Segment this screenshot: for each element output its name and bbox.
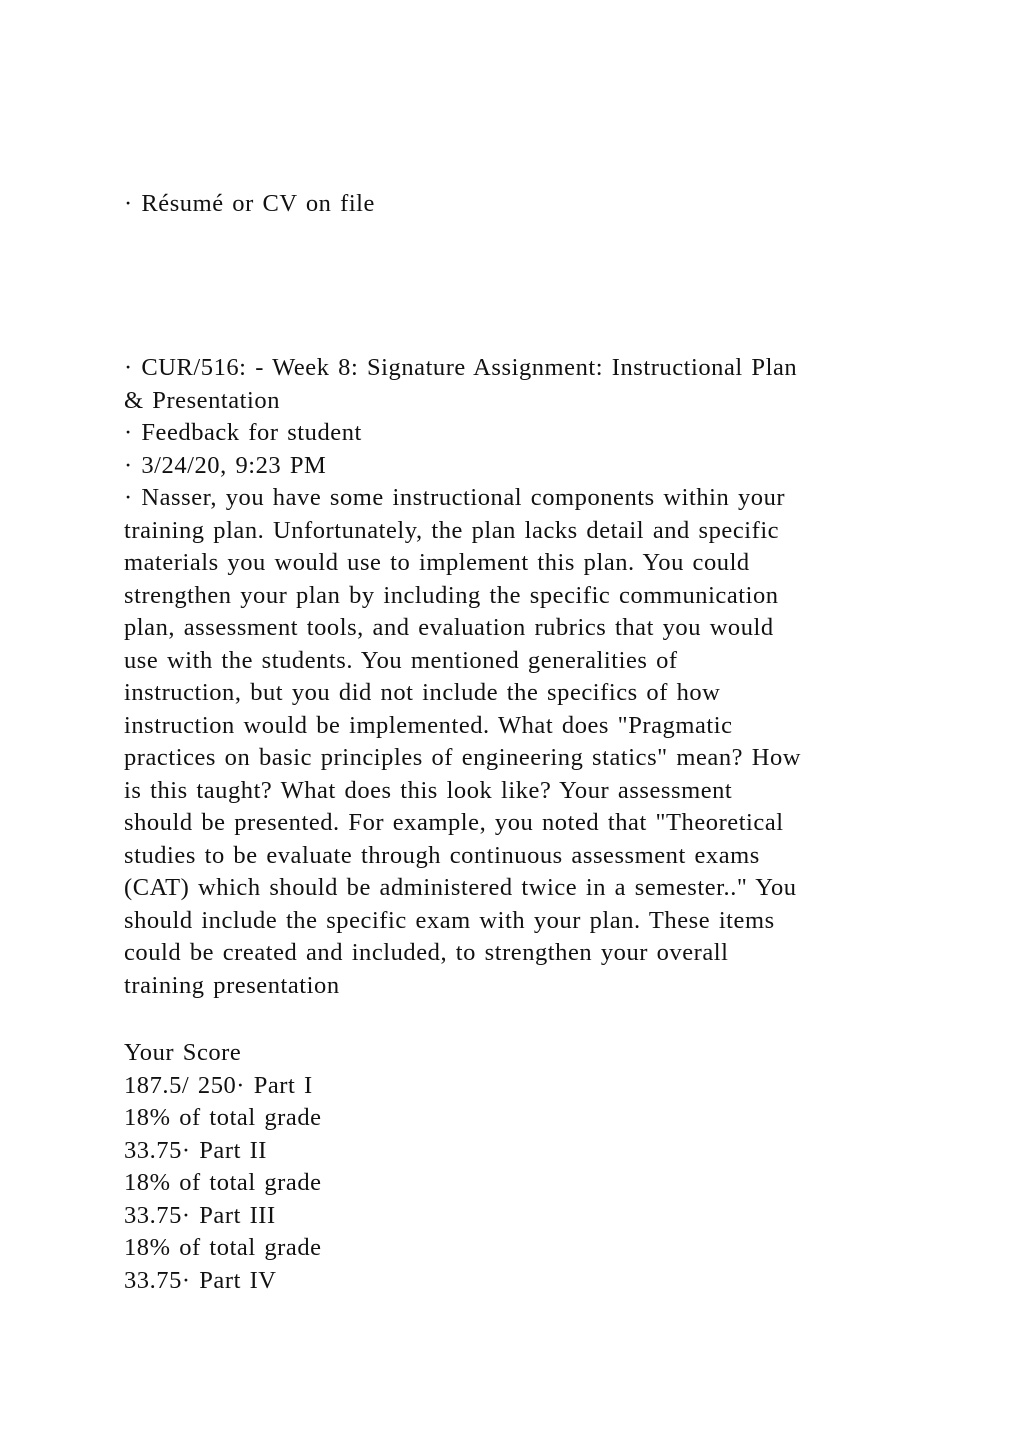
resume-line: · Résumé or CV on file bbox=[124, 190, 375, 217]
feedback-text-line: should be presented. For example, you noted that "Theoretical bbox=[124, 809, 784, 836]
feedback-text-line: use with the students. You mentioned generalities of bbox=[124, 646, 678, 674]
feedback-text-line: instruction, but you did not include the specifics of how bbox=[124, 679, 721, 706]
score-line: 187.5/ 250· Part I bbox=[124, 1071, 313, 1099]
feedback-text-line: instruction would be implemented. What does "Pragmatic bbox=[124, 711, 733, 739]
course-title-line: · CUR/516: - Week 8: Signature Assignment: Instructional Plan bbox=[124, 354, 798, 381]
score-line: 33.75· Part IV bbox=[124, 1266, 277, 1294]
score-line: 33.75· Part II bbox=[124, 1136, 268, 1164]
feedback-text-line: should include the specific exam with your plan. These items bbox=[124, 906, 775, 934]
feedback-text-line: strengthen your plan by including the specific communication bbox=[124, 581, 779, 609]
feedback-text-line: is this taught? What does this look like? Your assessment bbox=[124, 776, 733, 804]
feedback-text-line: materials you would use to implement this plan. You could bbox=[124, 549, 750, 576]
score-line: 18% of total grade bbox=[124, 1169, 322, 1196]
feedback-text-line: training plan. Unfortunately, the plan lacks detail and specific bbox=[124, 516, 780, 544]
feedback-heading: · Feedback for student bbox=[124, 419, 362, 446]
feedback-text-line: (CAT) which should be administered twice in a semester.." You bbox=[124, 874, 797, 901]
feedback-timestamp: · 3/24/20, 9:23 PM bbox=[124, 451, 327, 479]
feedback-text-line: practices on basic principles of engineering statics" mean? How bbox=[124, 744, 802, 771]
feedback-text-line: · Nasser, you have some instructional components within your bbox=[124, 484, 786, 511]
course-title-line: & Presentation bbox=[124, 386, 280, 414]
score-heading: Your Score bbox=[124, 1039, 242, 1066]
score-line: 33.75· Part III bbox=[124, 1201, 276, 1229]
score-block bbox=[124, 1037, 322, 1297]
feedback-text-line: studies to be evaluate through continuous assessment exams bbox=[124, 841, 760, 869]
feedback-block bbox=[124, 352, 801, 1002]
score-line: 18% of total grade bbox=[124, 1104, 322, 1131]
feedback-text-line: plan, assessment tools, and evaluation rubrics that you would bbox=[124, 614, 774, 641]
score-line: 18% of total grade bbox=[124, 1234, 322, 1261]
feedback-text-line: training presentation bbox=[124, 971, 340, 999]
feedback-text-line: could be created and included, to strengthen your overall bbox=[124, 939, 729, 966]
